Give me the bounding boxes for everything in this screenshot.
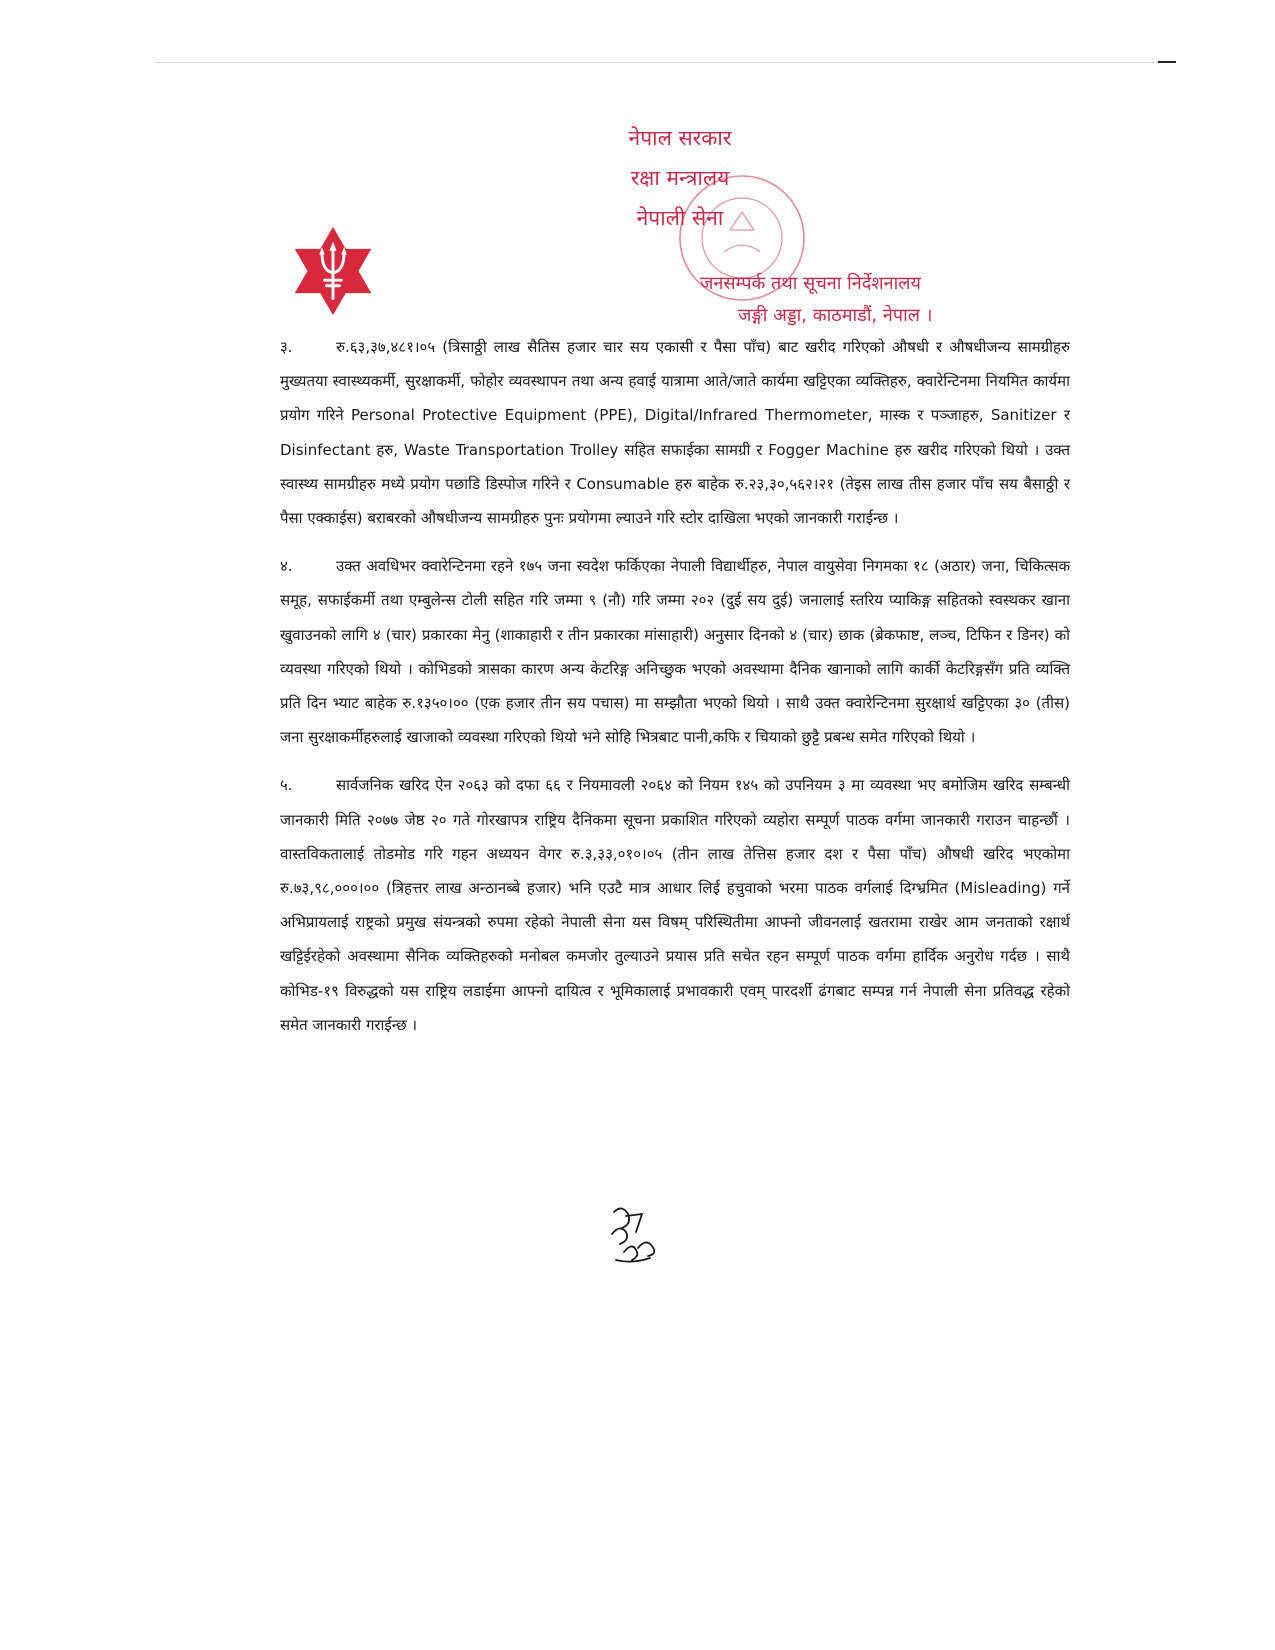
army-title: नेपाली सेना <box>636 206 724 230</box>
document-body <box>280 330 1070 1042</box>
paragraph-3 <box>280 330 1070 535</box>
paragraph-text: उक्त अवधिभर क्वारेन्टिनमा रहने १७५ जना स्वदेश फर्किएका नेपाली विद्यार्थीहरु, नेपाल वायुसेवा निगमका १८ (अठार) जना, चिकित्सक समूह, सफाईकर्मी तथा एम्बुलेन्स टोली सहित गरि जम्मा ९ (नौ) गरि जम्मा २०२ (दुई सय दुई) जनालाई स्तरिय प्याकिङ्ग सहितको स्वस्थकर खाना खुवाउनको लागि ४ (चार) प्रकारका मेनु (शाकाहारी र तीन प्रकारका मांसाहारी) अनुसार दिनको ४ (चार) छाक (ब्रेकफाष्ट, लञ्च, टिफिन र डिनर) को व्यवस्था गरिएको थियो । कोभिडको त्रासका कारण अन्य केटरिङ्ग अनिच्छुक भएको अवस्थामा दैनिक खानाको लागि कार्की केटरिङ्गसँग प्रति व्यक्ति प्रति दिन भ्याट बाहेक रु.१३५०।०० (एक हजार तीन सय पचास) मा सम्झौता भएको थियो । साथै उक्त क्वारेन्टिनमा सुरक्षार्थ खट्टिएका ३० (तीस) जना सुरक्षाकर्मीहरुलाई खाजाको व्यवस्था गरिएको थियो भने सोहि भित्रबाट पानी,कफि र चियाको छुट्टै प्रबन्ध समेत गरिएको थियो । <box>280 557 1070 747</box>
ministry-title: रक्षा मन्त्रालय <box>630 166 730 190</box>
directorate-name: जनसम्पर्क तथा सूचना निर्देशनालय <box>700 273 921 294</box>
letterhead <box>520 118 840 238</box>
paragraph-5 <box>280 768 1070 1042</box>
nepal-army-emblem-icon <box>287 225 379 317</box>
directorate-address: जङ्गी अड्डा, काठमाडौं, नेपाल । <box>738 305 933 326</box>
paragraph-text: सार्वजनिक खरिद ऐन २०६३ को दफा ६६ र नियमावली २०६४ को नियम १४५ को उपनियम ३ मा व्यवस्था भए बमोजिम खरिद सम्बन्धी जानकारी मिति २०७७ जेष्ठ २० गते गोरखापत्र राष्ट्रिय दैनिकमा सूचना प्रकाशित गरिएको व्यहोरा सम्पूर्ण पाठक वर्गमा जानकारी गराउन चाहन्छौं । वास्तविकतालाई तोडमोड गरि गहन अध्ययन वेगर रु.३,३३,०१०।०५ (तीन लाख तेत्तिस हजार दश र पैसा पाँच) औषधी खरिद भएकोमा रु.७३,९८,०००।०० (त्रिहत्तर लाख अन्ठानब्बे हजार) भनि एउटै मात्र आधार लिई हचुवाको भरमा पाठक वर्गलाई दिग्भ्रमित (Misleading) गर्ने अभिप्रायलाई राष्ट्रको प्रमुख संयन्त्रको रुपमा रहेको नेपाली सेना यस विषम् परिस्थितीमा आफ्नो जीवनलाई खतरामा राखेर आम जनताको रक्षार्थ खट्टिईरहेको अवस्थामा सैनिक व्यक्तिहरुको मनोबल कमजोर तुल्याउने प्रयास प्रति सचेत रहन सम्पूर्ण पाठक वर्गमा हार्दिक अनुरोध गर्दछ । साथै कोभिड-१९ विरुद्धको यस राष्ट्रिय लडाईमा आफ्नो दायित्व र भूमिकालाई प्रभावकारी एवम् पारदर्शी ढंगबाट सम्पन्न गर्न नेपाली सेना प्रतिवद्ध रहेको समेत जानकारी गराईन्छ । <box>280 776 1070 1034</box>
paragraph-number: ५. <box>280 776 293 795</box>
signature-icon <box>602 1198 672 1268</box>
directorate-block <box>700 268 932 332</box>
paragraph-number: ३. <box>280 338 293 356</box>
government-title: नेपाल सरकार <box>628 126 732 150</box>
paragraph-text: रु.६३,३७,४८१।०५ (त्रिसाठ्ठी लाख सैतिस हजार चार सय एकासी र पैसा पाँच) बाट खरीद गरिएको औषधी र औषधीजन्य सामग्रीहरु मुख्यतया स्वास्थ्यकर्मी, सुरक्षाकर्मी, फोहोर व्यवस्थापन तथा अन्य हवाई यात्रामा आते/जाते कार्यमा खट्टिएका व्यक्तिहरु, क्वारेन्टिनमा नियमित कार्यमा प्रयोग गरिने Personal Protective Equipment (PPE), Digital/Infrared Thermometer, मास्क र पञ्जाहरु, Sanitizer र Disinfectant हरु, Waste Transportation Trolley सहित सफाईका सामग्री र Fogger Machine हरु खरीद गरिएको थियो । उक्त स्वास्थ्य सामग्रीहरु मध्ये प्रयोग पछाडि डिस्पोज गरिने र Consumable हरु बाहेक रु.२३,३०,५६२।२१ (तेइस लाख तीस हजार पाँच सय बैसाठ्ठी र पैसा एक्काईस) बराबरको औषधीजन्य सामग्रीहरु पुनः प्रयोगमा ल्याउने गरि स्टोर दाखिला भएको जानकारी गराईन्छ । <box>280 338 1070 528</box>
paragraph-number: ४. <box>280 557 293 576</box>
top-scan-rule <box>155 62 1155 63</box>
paragraph-4 <box>280 549 1070 754</box>
corner-dash-mark <box>1158 61 1176 63</box>
